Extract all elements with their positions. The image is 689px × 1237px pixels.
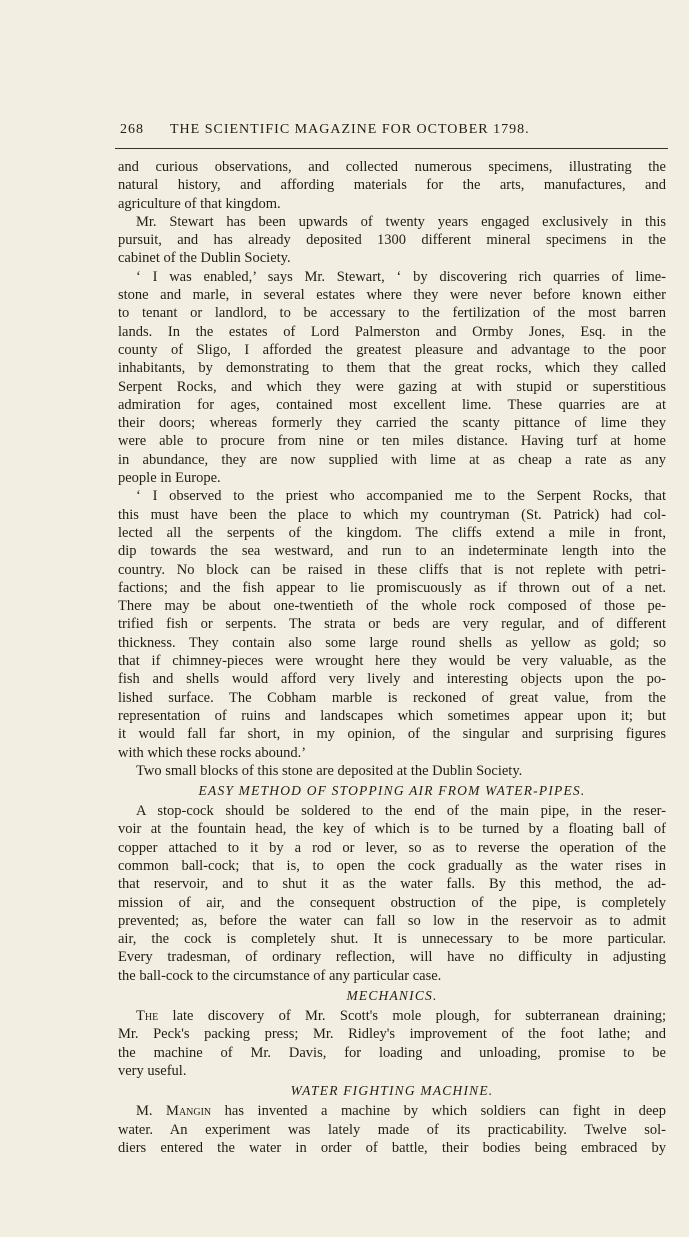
- text-line: factions; and the fish appear to lie promiscuously as if thrown out of a net.: [118, 579, 666, 596]
- text-line: fish and shells would afford very lively and interesting objects upon the po-: [118, 671, 666, 688]
- lead-word: M. Mangin: [136, 1103, 212, 1120]
- text-line: air, the cock is completely shut. It is unnecessary to be more particular.: [118, 931, 666, 948]
- text-line: county of Sligo, I afforded the greatest pleasure and advantage to the poor: [118, 341, 666, 358]
- text-line: lands. In the estates of Lord Palmerston and Ormby Jones, Esq. in the: [118, 323, 666, 340]
- paragraph-8: [118, 1102, 666, 1157]
- text-line: cabinet of the Dublin Society.: [118, 250, 291, 267]
- paragraph-6: [118, 802, 666, 985]
- text-line: diers entered the water in order of battle, their bodies being embraced by: [118, 1139, 666, 1156]
- text-line: their doors; whereas formerly they carried the scanty pittance of lime they: [118, 415, 666, 432]
- paragraph-1: [118, 158, 666, 213]
- text-line: people in Europe.: [118, 470, 221, 487]
- section-heading-mechanics: MECHANICS.: [346, 988, 438, 1004]
- text-line: dip towards the sea westward, and run to an indeterminate length into the: [118, 543, 666, 560]
- text-line: to tenant or landlord, to be accessary to the fertilization of the most barren: [118, 305, 666, 322]
- text-line: that reservoir, and to shut it as the water falls. By this method, the ad-: [118, 876, 666, 893]
- text-line: this must have been the place to which my countryman (St. Patrick) had col-: [118, 506, 666, 523]
- line-text: has invented a machine by which soldiers can fight in deep: [211, 1103, 666, 1120]
- text-line: copper attached to it by a rod or lever, so as to reverse the operation of the: [118, 839, 666, 856]
- text-line: water. An experiment was lately made of its practicability. Twelve sol-: [118, 1121, 666, 1138]
- text-line: with which these rocks abound.’: [118, 744, 307, 761]
- magazine-title: THE SCIENTIFIC MAGAZINE FOR OCTOBER 1798.: [170, 122, 530, 137]
- line-text: late discovery of Mr. Scott's mole plough, for subterranean draining;: [158, 1008, 666, 1025]
- text-line: very useful.: [118, 1062, 187, 1079]
- text-line: ‘ I was enabled,’ says Mr. Stewart, ‘ by discovering rich quarries of lime-: [136, 268, 666, 285]
- text-line: and curious observations, and collected numerous specimens, illustrating the: [118, 159, 666, 175]
- text-line: [118, 1102, 666, 1120]
- text-line: pursuit, and has already deposited 1300 different mineral specimens in the: [118, 232, 666, 249]
- text-line: thickness. They contain also some large round shells as yellow as gold; so: [118, 634, 666, 651]
- paragraph-5: [118, 762, 666, 780]
- text-line: There may be about one-twentieth of the whole rock composed of those pe-: [118, 598, 666, 615]
- text-line: natural history, and affording materials for the arts, manufactures, and: [118, 177, 666, 194]
- text-line: lected all the serpents of the kingdom. The cliffs extend a mile in front,: [118, 524, 666, 541]
- text-line: Two small blocks of this stone are deposited at the Dublin Society.: [136, 762, 523, 779]
- text-line: admiration for ages, contained most excellent lime. These quarries are at: [118, 396, 666, 413]
- paragraph-3: [118, 268, 666, 488]
- text-line: stone and marle, in several estates where they were never before known either: [118, 287, 666, 304]
- text-line: Every tradesman, of ordinary reflection, will have no difficulty in adjusting: [118, 949, 666, 966]
- page-number: 268: [120, 122, 144, 137]
- text-line: common ball-cock; that is, to open the cock gradually as the water rises in: [118, 857, 666, 874]
- text-line: inhabitants, by demonstrating to them that the great rocks, which they called: [118, 360, 666, 377]
- text-line: the machine of Mr. Davis, for loading and unloading, promise to be: [118, 1044, 666, 1061]
- text-line: the ball-cock to the circumstance of any particular case.: [118, 967, 442, 984]
- text-line: [118, 1007, 666, 1025]
- lead-word: The: [136, 1008, 159, 1025]
- text-line: representation of ruins and landscapes which sometimes appear upon it; but: [118, 707, 666, 724]
- paragraph-4: [118, 487, 666, 761]
- header-rule: [115, 148, 668, 149]
- article-body: [118, 158, 666, 1157]
- text-line: mission of air, and the consequent obstruction of the pipe, is completely: [118, 894, 666, 911]
- text-line: Mr. Peck's packing press; Mr. Ridley's improvement of the foot lathe; and: [118, 1026, 666, 1043]
- text-line: voir at the fountain head, the key of which is to be turned by a floating ball of: [118, 821, 666, 838]
- text-line: it would fall far short, in my opinion, of the singular and surprising figures: [118, 726, 666, 743]
- text-line: Mr. Stewart has been upwards of twenty years engaged exclusively in this: [136, 213, 666, 230]
- text-line: country. No block can be raised in these cliffs that is not replete with petri-: [118, 561, 666, 578]
- section-heading-water-fighting: WATER FIGHTING MACHINE.: [290, 1083, 494, 1099]
- text-line: prevented; as, before the water can fall so low in the reservoir as to admit: [118, 912, 666, 929]
- text-line: Serpent Rocks, and which they were gazing at with stupid or superstitious: [118, 378, 666, 395]
- text-line: agriculture of that kingdom.: [118, 195, 281, 212]
- text-line: ‘ I observed to the priest who accompanied me to the Serpent Rocks, that: [136, 488, 666, 505]
- section-heading-water-pipes: EASY METHOD OF STOPPING AIR FROM WATER-PIPES.: [198, 783, 586, 799]
- text-line: A stop-cock should be soldered to the end of the main pipe, in the reser-: [136, 803, 666, 820]
- text-line: trified fish or serpents. The strata or beds are very regular, and of different: [118, 616, 666, 633]
- running-head: [120, 122, 668, 138]
- paragraph-7: [118, 1007, 666, 1080]
- text-line: that if chimney-pieces were wrought here they would be very valuable, as the: [118, 653, 666, 670]
- text-line: were able to procure from nine or ten miles distance. Having turf at home: [118, 433, 666, 450]
- text-line: lished surface. The Cobham marble is reckoned of great value, from the: [118, 689, 666, 706]
- paragraph-2: [118, 213, 666, 268]
- text-line: in abundance, they are now supplied with lime at as cheap a rate as any: [118, 451, 666, 468]
